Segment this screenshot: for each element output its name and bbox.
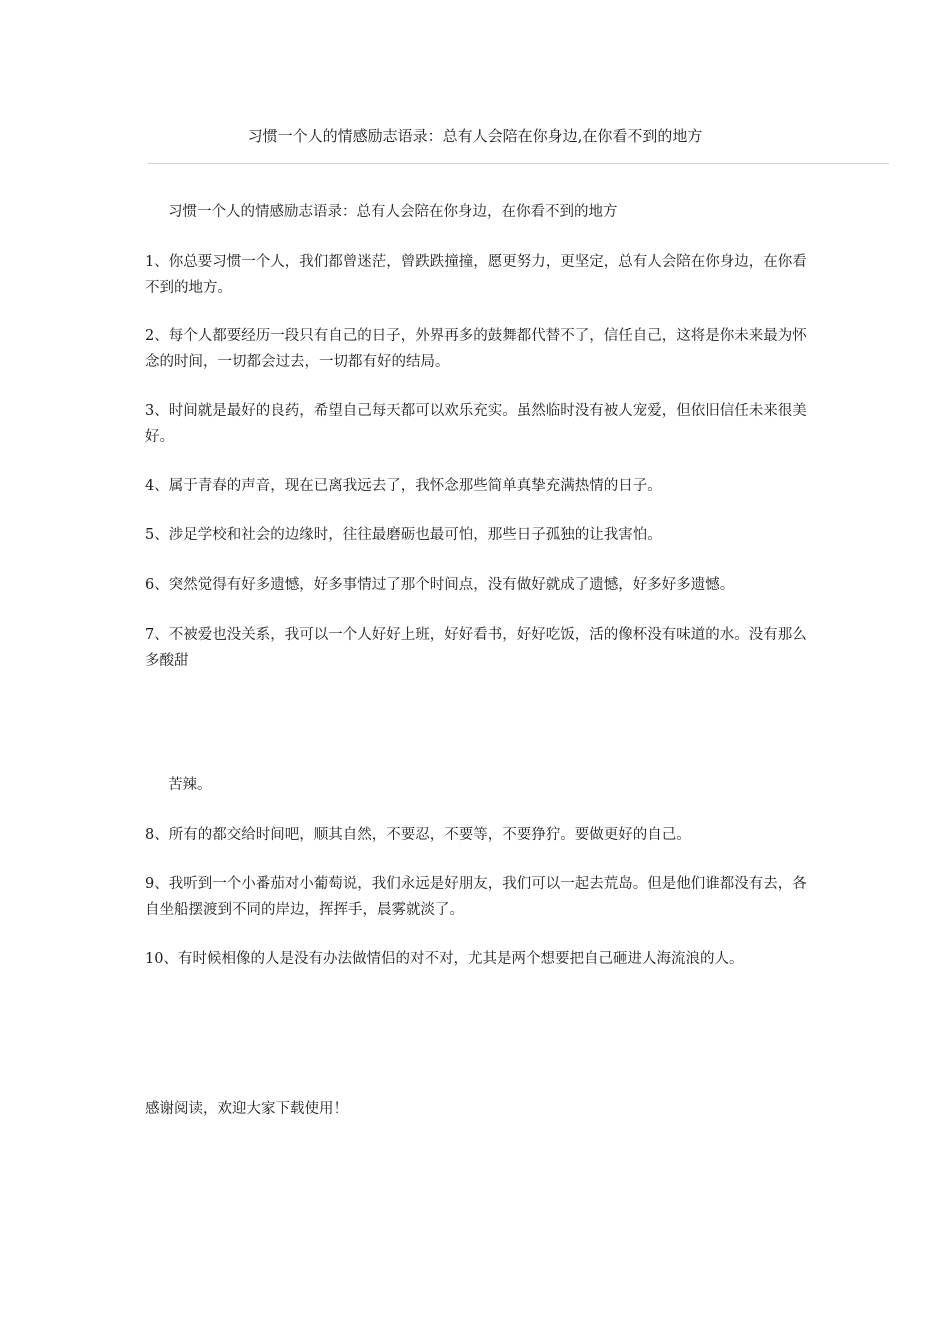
- closing-note: 感谢阅读，欢迎大家下载使用！: [145, 1101, 348, 1117]
- list-item-continuation: 苦辣。: [168, 777, 212, 793]
- list-item: 8、所有的都交给时间吧，顺其自然，不要忍，不要等，不要狰狞。要做更好的自己。: [145, 827, 691, 843]
- list-item: 5、涉足学校和社会的边缘时，往往最磨砺也最可怕，那些日子孤独的让我害怕。: [145, 527, 662, 543]
- list-item: 6、突然觉得有好多遗憾，好多事情过了那个时间点，没有做好就成了遗憾，好多好多遗憾。: [145, 577, 735, 593]
- document-title: 习惯一个人的情感励志语录：总有人会陪在你身边,在你看不到的地方: [247, 127, 703, 145]
- list-item: 4、属于青春的声音，现在已离我远去了，我怀念那些简单真挚充满热情的日子。: [145, 478, 662, 494]
- list-item: 9、我听到一个小番茄对小葡萄说，我们永远是好朋友，我们可以一起去荒岛。但是他们谁都没有去，各自坐船摆渡到不同的岸边，挥挥手，晨雾就淡了。: [145, 876, 807, 918]
- subtitle: 习惯一个人的情感励志语录：总有人会陪在你身边，在你看不到的地方: [168, 204, 618, 220]
- list-item: 3、时间就是最好的良药，希望自己每天都可以欢乐充实。虽然临时没有被人宠爱，但依旧信任未来很美好。: [145, 403, 807, 445]
- list-item: 2、每个人都要经历一段只有自己的日子，外界再多的鼓舞都代替不了，信任自己，这将是你未来最为怀念的时间，一切都会过去，一切都有好的结局。: [145, 328, 807, 370]
- list-item: 1、你总要习惯一个人，我们都曾迷茫，曾跌跌撞撞，愿更努力，更坚定，总有人会陪在你身边，在你看不到的地方。: [145, 254, 807, 296]
- list-item: 10、有时候相像的人是没有办法做情侣的对不对，尤其是两个想要把自己砸进人海流浪的人。: [145, 951, 744, 967]
- title-underline: ＿＿＿＿＿＿＿＿＿＿＿＿＿＿＿＿＿＿＿＿＿＿＿＿＿＿＿＿＿＿＿＿＿＿＿＿＿＿＿＿＿＿＿＿＿＿＿＿＿＿＿＿＿＿＿＿＿: [148, 151, 890, 166]
- list-item: 7、不被爱也没关系，我可以一个人好好上班，好好看书，好好吃饭，活的像杯没有味道的水。没有那么多酸甜: [145, 627, 807, 669]
